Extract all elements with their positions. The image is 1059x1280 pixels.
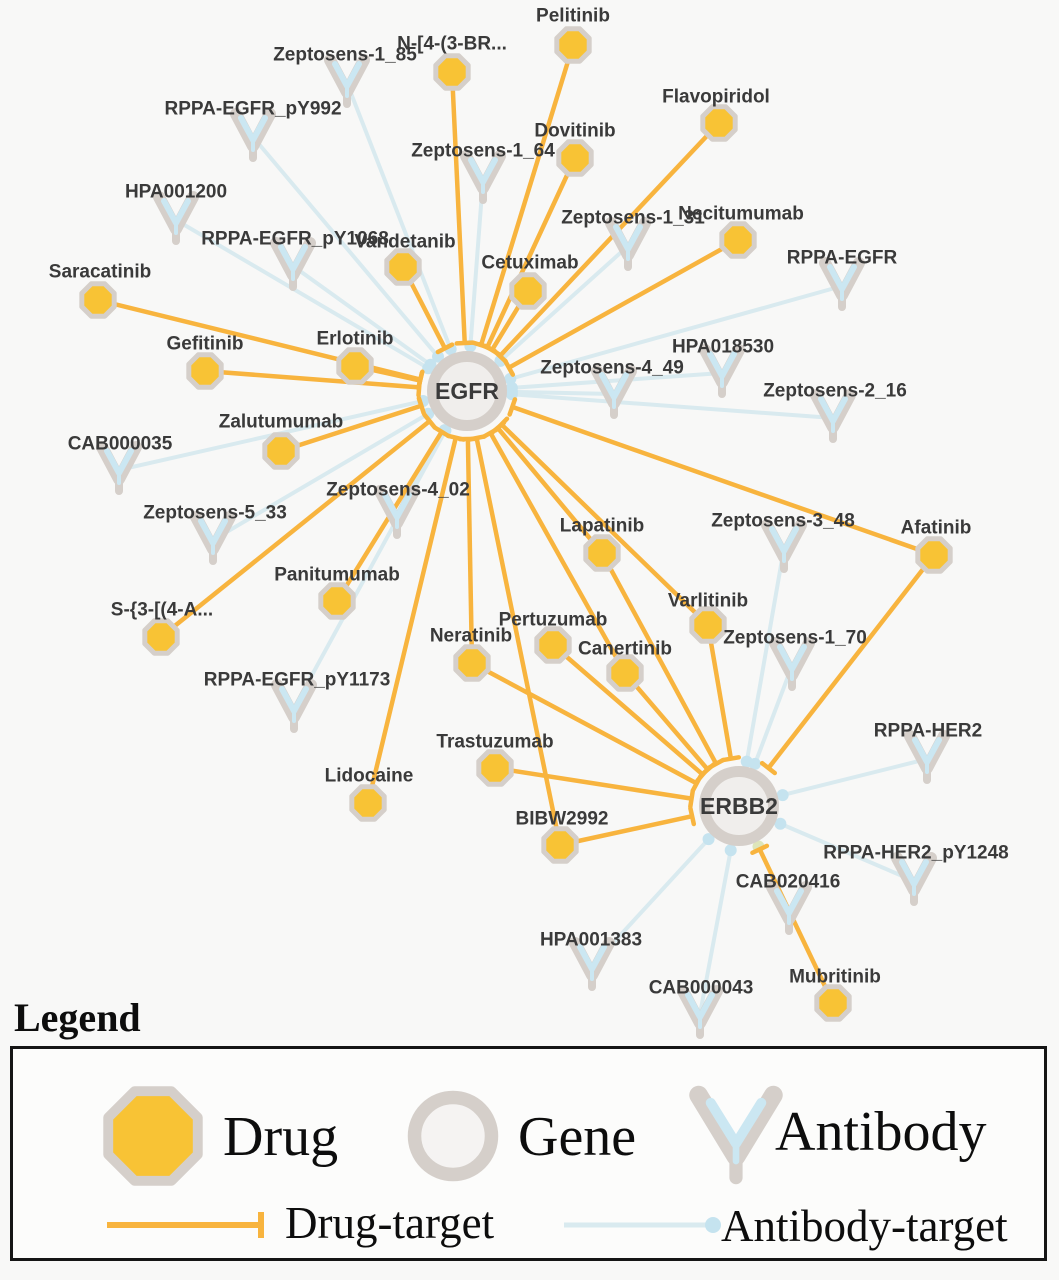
drug-node-gefitinib[interactable] <box>189 355 221 387</box>
drug-label-dovitinib: Dovitinib <box>534 120 616 142</box>
drug-node-neratinib[interactable] <box>456 647 488 679</box>
drug-node-vandetanib[interactable] <box>387 251 419 283</box>
antibody-label-hpa001200: HPA001200 <box>124 181 228 203</box>
antibody-label-rppa-her2-py1248: RPPA-HER2_pY1248 <box>823 842 1009 864</box>
antibody-label-zeptosens-4-49: Zeptosens-4_49 <box>540 357 684 379</box>
antibody-label-cab020416: CAB020416 <box>735 871 841 893</box>
antibody-label-zeptosens-4-02: Zeptosens-4_02 <box>326 479 470 501</box>
drug-label-varlitinib: Varlitinib <box>667 590 749 612</box>
legend-drug-target-label: Drug-target <box>285 1198 495 1248</box>
drug-label-n-4-3-br: N-[4-(3-BR... <box>397 33 507 55</box>
antibody-node-zeptosens-1-64[interactable] <box>466 156 500 200</box>
antibody-label-zeptosens-1-31: Zeptosens-1_31 <box>561 207 705 229</box>
antibody-label-zeptosens-2-16: Zeptosens-2_16 <box>763 380 907 402</box>
drug-label-mubritinib: Mubritinib <box>789 966 881 988</box>
antibody-node-zeptosens-1-31[interactable] <box>611 223 645 267</box>
legend-box <box>10 1046 1047 1261</box>
drug-node-lidocaine[interactable] <box>352 787 384 819</box>
legend-antibody-label: Antibody <box>775 1101 987 1163</box>
legend-title: Legend <box>14 995 141 1040</box>
legend-drug-label: Drug <box>223 1106 339 1168</box>
drug-label-flavopiridol: Flavopiridol <box>662 86 770 108</box>
drug-label-bibw2992: BIBW2992 <box>515 808 609 830</box>
antibody-node-zeptosens-1-70[interactable] <box>775 643 809 687</box>
edge-antibody-target-cab000043-erbb2-dot-arrowhead <box>725 844 737 856</box>
antibody-label-zeptosens-5-33: Zeptosens-5_33 <box>143 502 287 524</box>
gene-label-egfr: EGFR <box>435 378 499 404</box>
drug-node-mubritinib[interactable] <box>817 987 849 1019</box>
edge-drug-target-trastuzumab-erbb2 <box>495 768 692 799</box>
drug-node-pertuzumab[interactable] <box>537 629 569 661</box>
antibody-label-rppa-egfr-py1068: RPPA-EGFR_pY1068 <box>201 228 389 250</box>
drug-node-canertinib[interactable] <box>609 657 641 689</box>
drug-node-bibw2992[interactable] <box>544 829 576 861</box>
drug-node-zalutumumab[interactable] <box>265 435 297 467</box>
antibody-label-zeptosens-3-48: Zeptosens-3_48 <box>711 510 855 532</box>
legend-gene-label: Gene <box>518 1106 637 1168</box>
drug-node-flavopiridol[interactable] <box>703 107 735 139</box>
edge-antibody-target-rppa-her2-erbb2-dot-arrowhead <box>777 789 789 801</box>
antibody-target-edge-icon <box>558 1209 728 1241</box>
drug-label-canertinib: Canertinib <box>578 638 672 660</box>
antibody-node-hpa001200[interactable] <box>159 197 193 241</box>
antibody-node-rppa-egfr-py1173[interactable] <box>277 685 311 729</box>
antibody-label-hpa018530: HPA018530 <box>671 336 775 358</box>
edge-drug-target-varlitinib-erbb2-tee-arrowhead <box>723 757 739 760</box>
antibody-label-hpa001383: HPA001383 <box>539 929 643 951</box>
drug-label-saracatinib: Saracatinib <box>48 261 152 283</box>
antibody-node-zeptosens-1-85[interactable] <box>330 60 364 104</box>
drug-label-lidocaine: Lidocaine <box>324 765 414 787</box>
drug-target-edge-icon <box>101 1207 276 1243</box>
antibody-label-rppa-egfr: RPPA-EGFR <box>786 247 898 269</box>
antibody-node-rppa-egfr[interactable] <box>825 263 859 307</box>
drug-node-cetuximab[interactable] <box>512 275 544 307</box>
drug-node-varlitinib[interactable] <box>692 609 724 641</box>
drug-label-gefitinib: Gefitinib <box>166 333 244 355</box>
drug-node-pelitinib[interactable] <box>557 29 589 61</box>
drug-node-trastuzumab[interactable] <box>479 752 511 784</box>
antibody-node-rppa-her2-py1248[interactable] <box>897 858 931 902</box>
drug-label-s-3-4-a: S-{3-[(4-A... <box>110 599 214 621</box>
drug-node-afatinib[interactable] <box>918 539 950 571</box>
antibody-label-rppa-her2: RPPA-HER2 <box>873 720 983 742</box>
edge-drug-target-trastuzumab-erbb2-tee-arrowhead <box>690 791 692 807</box>
drug-node-s-3-4-a[interactable] <box>145 621 177 653</box>
drug-label-erlotinib: Erlotinib <box>316 328 394 350</box>
drug-node-erlotinib[interactable] <box>339 350 371 382</box>
drug-node-saracatinib[interactable] <box>82 284 114 316</box>
drug-label-necitumumab: Necitumumab <box>678 203 804 225</box>
edge-drug-target-bibw2992-erbb2-tee-arrowhead <box>690 808 693 824</box>
legend-antibody-target-label: Antibody-target <box>721 1201 1008 1251</box>
antibody-label-rppa-egfr-py992: RPPA-EGFR_pY992 <box>164 98 342 120</box>
drug-label-trastuzumab: Trastuzumab <box>436 731 554 753</box>
edge-drug-target-gefitinib-egfr-tee-arrowhead <box>419 379 420 395</box>
drug-octagon-icon <box>98 1081 208 1191</box>
antibody-label-zeptosens-1-64: Zeptosens-1_64 <box>411 140 555 162</box>
drug-label-panitumumab: Panitumumab <box>274 564 400 586</box>
antibody-label-rppa-egfr-py1173: RPPA-EGFR_pY1173 <box>203 669 391 691</box>
antibody-node-zeptosens-3-48[interactable] <box>767 525 801 569</box>
antibody-node-rppa-her2[interactable] <box>910 736 944 780</box>
edge-drug-target-n-4-3-br-egfr <box>452 72 465 343</box>
drug-label-vandetanib: Vandetanib <box>354 231 456 253</box>
drug-label-lapatinib: Lapatinib <box>559 515 645 537</box>
drug-label-zalutumumab: Zalutumumab <box>218 411 344 433</box>
drug-node-panitumumab[interactable] <box>321 585 353 617</box>
drug-label-afatinib: Afatinib <box>900 517 972 539</box>
antibody-label-zeptosens-1-85: Zeptosens-1_85 <box>273 44 417 66</box>
drug-node-dovitinib[interactable] <box>559 142 591 174</box>
antibody-node-zeptosens-5-33[interactable] <box>196 517 230 561</box>
drug-node-necitumumab[interactable] <box>722 224 754 256</box>
antibody-label-cab000043: CAB000043 <box>648 977 754 999</box>
edge-drug-target-bibw2992-egfr-tee-arrowhead <box>469 436 485 439</box>
drug-label-pertuzumab: Pertuzumab <box>498 609 608 631</box>
drug-label-cetuximab: Cetuximab <box>481 252 579 274</box>
edge-antibody-target-rppa-her2-erbb2 <box>783 759 927 795</box>
antibody-label-zeptosens-1-70: Zeptosens-1_70 <box>723 627 867 649</box>
edge-drug-target-n-4-3-br-egfr-tee-arrowhead <box>457 343 473 344</box>
gene-label-erbb2: ERBB2 <box>700 793 778 819</box>
drug-node-n-4-3-br[interactable] <box>436 56 468 88</box>
drug-label-pelitinib: Pelitinib <box>536 5 610 27</box>
gene-ring-icon <box>401 1084 505 1188</box>
antibody-node-zeptosens-2-16[interactable] <box>816 395 850 439</box>
antibody-node-cab020416[interactable] <box>772 887 806 931</box>
edge-drug-target-afatinib-egfr-tee-arrowhead <box>510 399 515 414</box>
drug-node-lapatinib[interactable] <box>586 537 618 569</box>
drug-label-neratinib: Neratinib <box>429 625 513 647</box>
antibody-label-cab000035: CAB000035 <box>67 433 173 455</box>
